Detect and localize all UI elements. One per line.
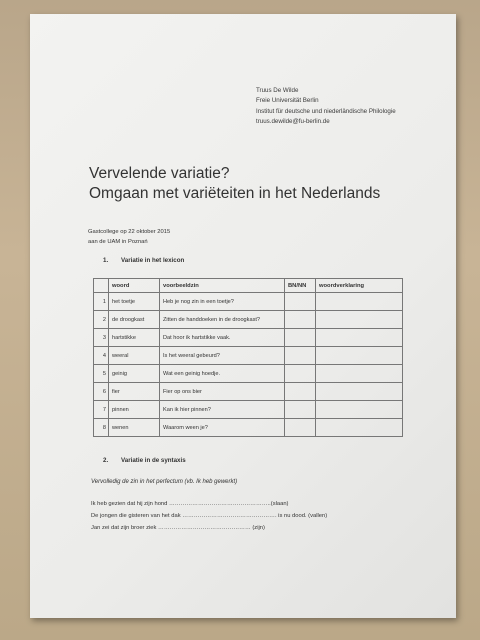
section-heading-1 (103, 257, 184, 264)
cell-woordverklaring (316, 401, 403, 419)
cell-bn-nn (285, 329, 316, 347)
table-row (94, 329, 403, 347)
cell-number: 7 (94, 401, 109, 419)
cell-voorbeeldzin: Is het weeral gebeurd? (160, 347, 285, 365)
section-number-2: 2. (103, 457, 109, 464)
cell-voorbeeldzin: Wat een geinig hoedje. (160, 365, 285, 383)
lexicon-table (93, 278, 403, 437)
section-title-1: Variatie in het lexicon (121, 257, 185, 264)
header-number (94, 279, 109, 293)
author-name: Truus De Wilde (256, 87, 299, 94)
header-woord: woord (109, 279, 160, 293)
cell-number: 5 (94, 365, 109, 383)
section-heading-2 (103, 457, 186, 464)
cell-bn-nn (285, 347, 316, 365)
cell-voorbeeldzin: Dat hoor ik hartstikke vaak. (160, 329, 285, 347)
exercise-sentence-2: De jongen die gisteren van het dak …………………………………………. is nu dood. (vallen) (91, 513, 328, 519)
cell-bn-nn (285, 419, 316, 437)
cell-woord: weeral (109, 347, 160, 365)
header-bn-nn: BN/NN (285, 279, 316, 293)
cell-number: 2 (94, 311, 109, 329)
table-row (94, 401, 403, 419)
header-voorbeeldzin: voorbeeldzin (160, 279, 285, 293)
table-row (94, 383, 403, 401)
lecture-info (88, 227, 170, 247)
table-row (94, 311, 403, 329)
author-institute: Institut für deutsche und niederländische Philologie (256, 107, 396, 115)
table-row (94, 293, 403, 311)
author-block (256, 86, 396, 128)
cell-bn-nn (285, 383, 316, 401)
cell-woord: geinig (109, 365, 160, 383)
cell-woordverklaring (316, 329, 403, 347)
cell-woordverklaring (316, 419, 403, 437)
cell-number: 8 (94, 419, 109, 437)
cell-woordverklaring (316, 383, 403, 401)
cell-woord: de droogkast (109, 311, 160, 329)
cell-voorbeeldzin: Zitten de handdoeken in de droogkast? (160, 311, 285, 329)
cell-number: 3 (94, 329, 109, 347)
cell-voorbeeldzin: Fier op ons bier (160, 383, 285, 401)
cell-number: 4 (94, 347, 109, 365)
cell-woordverklaring (316, 365, 403, 383)
table-row (94, 419, 403, 437)
cell-bn-nn (285, 365, 316, 383)
section-title-2: Variatie in de syntaxis (121, 457, 186, 464)
cell-woord: pinnen (109, 401, 160, 419)
cell-bn-nn (285, 311, 316, 329)
cell-bn-nn (285, 293, 316, 311)
cell-woord: het toetje (109, 293, 160, 311)
author-university: Freie Universität Berlin (256, 97, 319, 105)
cell-voorbeeldzin: Kan ik hier pinnen? (160, 401, 285, 419)
header-woordverklaring: woordverklaring (316, 279, 403, 293)
cell-woordverklaring (316, 347, 403, 365)
title-line-1: Vervelende variatie? (89, 165, 230, 182)
lecture-place: aan de UAM in Poznań (88, 239, 148, 245)
cell-woord: fier (109, 383, 160, 401)
document-page (30, 14, 456, 618)
exercise-sentence-3: Jan zei dat zijn broer ziek ………………………………………… (zijn) (91, 525, 265, 531)
exercise-instruction: Vervolledig de zin in het perfectum (vb. Ik heb gewerkt) (91, 479, 238, 485)
cell-woord: hartstikke (109, 329, 160, 347)
cell-woord: wenen (109, 419, 160, 437)
section-number-1: 1. (103, 257, 109, 264)
cell-voorbeeldzin: Heb je nog zin in een toetje? (160, 293, 285, 311)
cell-number: 6 (94, 383, 109, 401)
table-row (94, 365, 403, 383)
cell-bn-nn (285, 401, 316, 419)
cell-number: 1 (94, 293, 109, 311)
document-title (89, 164, 380, 204)
exercise-sentence-1: Ik heb gezien dat hij zijn hond ……………………………………………..(slaan) (91, 501, 289, 507)
table-row (94, 347, 403, 365)
table-header-row (94, 279, 403, 293)
lecture-date: Gastcollege op 22 oktober 2015 (88, 229, 171, 235)
title-line-2: Omgaan met variëteiten in het Nederlands (89, 185, 381, 202)
cell-woordverklaring (316, 293, 403, 311)
cell-woordverklaring (316, 311, 403, 329)
cell-voorbeeldzin: Waarom ween je? (160, 419, 285, 437)
author-email: truus.dewilde@fu-berlin.de (256, 118, 330, 126)
